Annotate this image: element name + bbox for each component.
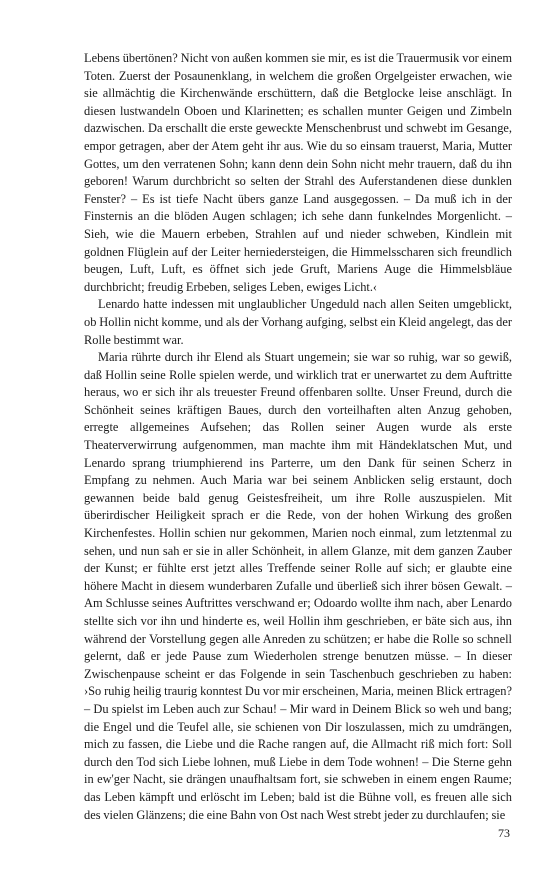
page-number: 73 — [498, 826, 510, 840]
paragraph: Lebens übertönen? Nicht von außen kommen sie mir, es ist die Trauermusik vor einem Toten. Zuerst der Posaunenklang, in welchem die großen Orgelgeister erwachen, wie sie allmächtig die Kirchenwände erschüttern, daß die Betglocke leise anschlägt. In diesen lustwandeln Oboen und Klarinetten; es schallen munter Geigen und Zimbeln dazwischen. Da erschallt die erste geweckte Menschenbrust und schwebt im Gesange, empor getragen, aber der Atem geht ihr aus. Wie du so einsam trauerst, Maria, Mutter Gottes, um den verratenen Sohn; kann denn dein Sohn nicht mehr trauern, daß du ihn geboren! Warum durchbricht so selten der Strahl des Auferstandenen diese dunklen Fenster? – Es ist tiefe Nacht übers ganze Land ausgegossen. – Da muß ich in der Finsternis an die blöden Augen schlagen; ich sehe dann funkelndes Morgenlicht. – Sieh, wie die Mauern erbeben, Strahlen auf und nieder schweben, Kindlein mit goldnen Flüglein auf der Leiter herniedersteigen, die Himmelsscharen sich freundlich beugen, Luft, Luft, es öffnet sich jede Gruft, Mariens Auge die Himmelsbläue durchbricht; freudig Erbeben, seliges Leben, ewiges Licht.‹ — [84, 51, 512, 294]
paragraph: Lenardo hatte indessen mit unglaublicher Ungeduld nach allen Seiten umgeblickt, ob Hollin nicht komme, und als der Vorhang aufging, selbst ein Kleid angelegt, das der Rolle bestimmt war. — [84, 297, 512, 347]
page-body — [84, 50, 512, 824]
paragraph: Maria rührte durch ihr Elend als Stuart ungemein; sie war so ruhig, war so gewiß, daß Hollin seine Rolle spielen werde, und wirklich trat er unerwartet zu dem Auftritte heraus, wo er sich ihr als treuester Freund offenbaren sollte. Unser Freund, durch die Schönheit seines kräftigen Baues, durch den vorteilhaften alten Anzug gehoben, erregte allgemeines Aufsehen; das Rollen seiner Augen wurde als erste Theaterverwirrung aufgenommen, man machte ihm mit Händeklatschen Mut, und Lenardo sprang triumphierend ins Parterre, um den Dank für seinen Scherz in Empfang zu nehmen. Auch Maria war bei seinem Anblicken selig erstaunt, doch gewannen beide bald genug Geistesfreiheit, um ihre Rolle auszuspielen. Mit überirdischer Heiligkeit sprach er die Rede, von der hohen Wirkung des großen Kirchenfestes. Hollin schien nur gekommen, Marien noch einmal, zum letztenmal zu sehen, und nun sah er sie in aller Schönheit, in allem Glanze, mit dem ganzen Zauber der Kunst; er fühlte erst jetzt alles Treffende seiner Rolle auf sich; er glaubte eine höhere Macht in diesem wunderbaren Zufalle und überließ sich ihrer bösen Gewalt. – Am Schlusse seines Auftrittes verschwand er; Odoardo wollte ihm nach, aber Lenardo stellte sich vor ihn und hinderte es, weil Hollin ihm geschrieben, er bäte sich aus, ihn während der Vorstellung gegen alle Anreden zu schützen; er habe die Rolle so schnell gelernt, daß er jede Pause zum Wiederholen strenge benutzen müsse. – In dieser Zwischenpause scheint er das Folgende in sein Taschenbuch geschrieben zu haben: ›So ruhig heilig traurig konntest Du vor mir erscheinen, Maria, meinen Blick ertragen? – Du spielst im Leben auch zur Schau! – Mir ward in Deinem Blick so weh und bang; die Engel und die Teufel alle, sie schienen von Dir loszulassen, mich zu umdrängen, mich zu fassen, die Liebe und die Rache rangen auf, die Allmacht riß mich fort: Soll durch den Tod sich Liebe lohnen, muß Liebe in dem Tode wohnen! – Die Sterne gehn in ew'ger Nacht, sie drängen unaufhaltsam fort, sie schweben in einem engen Raume; das Leben kämpft und erlöscht im Leben; bald ist die Bühne voll, es freuen alle sich des vielen Glänzens; die eine Bahn von Ost nach West strebt jeder zu durchlaufen; sie — [84, 350, 512, 822]
